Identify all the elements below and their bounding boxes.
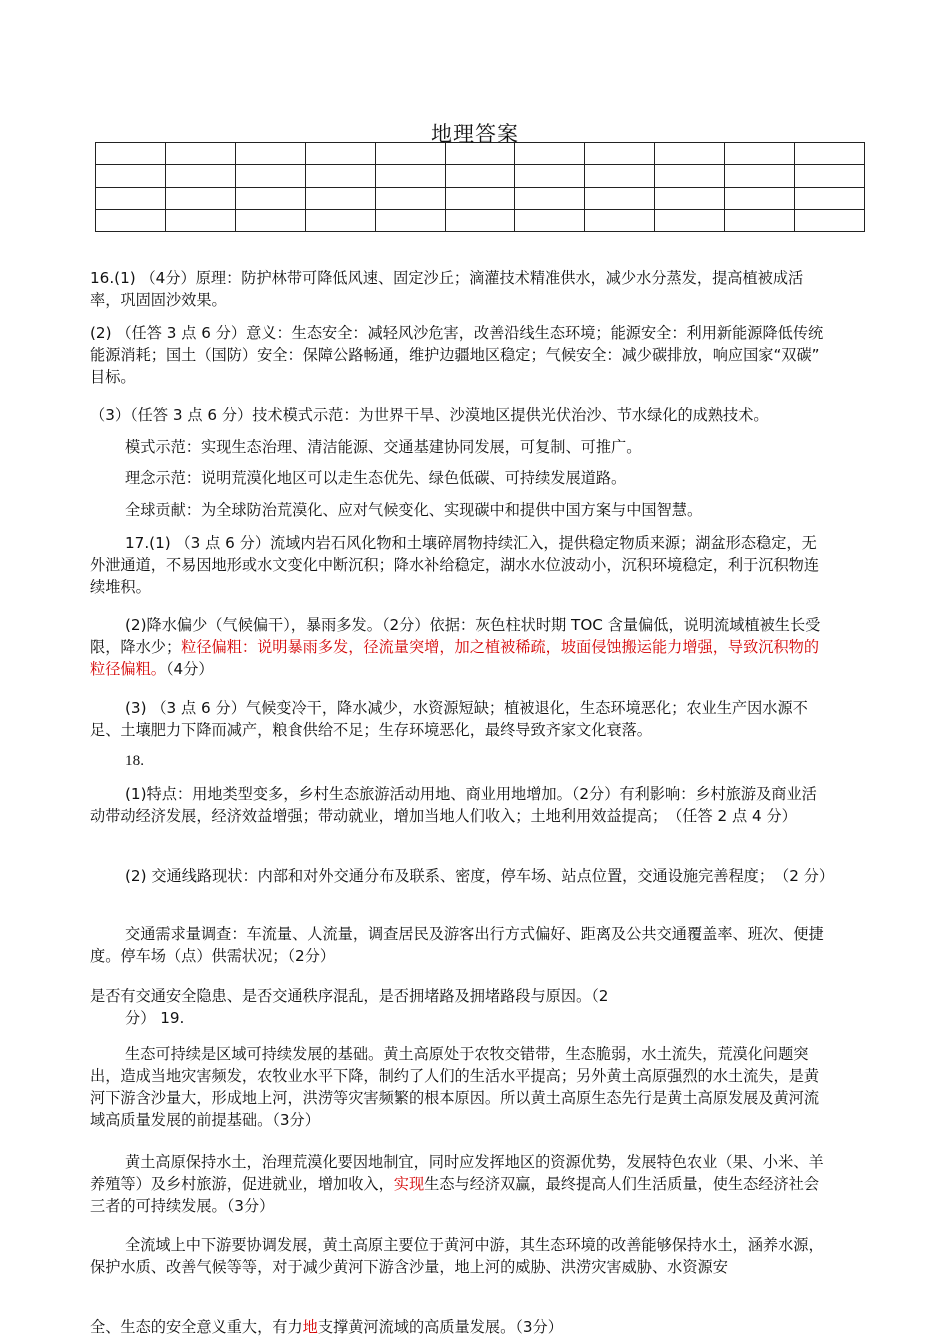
answer-grid-cell	[655, 187, 725, 209]
answer-grid-cell	[375, 143, 445, 165]
answer-grid-cell	[515, 143, 585, 165]
answer-grid-cell	[585, 187, 655, 209]
q19-part2-b: 生态与经济双赢，最终提高人们生活质量，使生态经济社会三者的可持续发展。（3分）	[90, 1175, 819, 1215]
answer-grid-cell	[445, 187, 515, 209]
q16-part1-text: 16.(1) （4分）原理：防护林带可降低风速、固定沙丘；滴灌技术精准供水，减少水分蒸发，提高植被成活率，巩固固沙效果。	[90, 269, 804, 309]
q19-part3	[90, 1234, 830, 1278]
q17-part1	[90, 532, 830, 598]
q19-part4-highlight: 地	[302, 1318, 318, 1336]
answer-grid-cell	[515, 165, 585, 187]
q17-part3-text: (3) （3 点 6 分）气候变冷干，降水减少，水资源短缺；植被退化，生态环境恶化；农业生产因水源不足、土壤肥力下降而减产，粮食供给不足；生存环境恶化，最终导致齐家文化衰落。	[90, 699, 808, 739]
q18-demand	[90, 923, 830, 967]
answer-grid-cell	[235, 143, 305, 165]
answer-grid-cell	[165, 143, 235, 165]
q17-part3	[90, 697, 830, 741]
q16-concept-text: 理念示范：说明荒漠化地区可以走生态优先、绿色低碳、可持续发展道路。	[125, 469, 627, 487]
answer-grid-cell	[96, 209, 166, 231]
q16-part2-text: (2) （任答 3 点 6 分）意义：生态安全：减轻风沙危害，改善沿线生态环境；能源安全：利用新能源降低传统能源消耗；国土（国防）安全：保障公路畅通，维护边疆地区稳定；气候安全：减少碳排放，响应国家“双碳” 目标。	[90, 324, 824, 386]
answer-grid-cell	[305, 143, 375, 165]
q19-part1-text: 生态可持续是区域可持续发展的基础。黄土高原处于农牧交错带，生态脆弱，水土流失，荒漠化问题突出，造成当地灾害频发，农牧业水平下降，制约了人们的生活水平提高；另外黄土高原强烈的水土流失，是黄河下游含沙量大，形成地上河，洪涝等灾害频繁的根本原因。所以黄土高原生态先行是黄土高原发展及黄河流域高质量发展的前提基础。（3分）	[90, 1045, 819, 1129]
q19-part4-text	[90, 1316, 830, 1338]
answer-grid-cell	[305, 187, 375, 209]
answer-grid-cell	[235, 187, 305, 209]
answer-grid-cell	[655, 165, 725, 187]
answer-grid-cell	[96, 165, 166, 187]
answer-grid-cell	[515, 187, 585, 209]
answer-grid-row	[96, 187, 865, 209]
answer-grid-cell	[375, 187, 445, 209]
q16-part3	[90, 404, 830, 426]
answer-grid-cell	[795, 209, 865, 231]
answer-grid-cell	[235, 165, 305, 187]
answer-grid-cell	[725, 209, 795, 231]
q18-number	[90, 750, 830, 772]
q19-part4	[90, 1316, 830, 1338]
answer-grid-cell	[585, 209, 655, 231]
answer-grid	[95, 142, 865, 232]
q18-part1	[90, 783, 830, 827]
q19-part4-a: 全、生态的安全意义重大，有力	[90, 1318, 303, 1336]
q16-part1	[90, 267, 830, 311]
q17-part2-basis: (2)降水偏少（气候偏干），暴雨多发。（2分）依据：灰色柱状时期 TOC 含量偏低，说明流域植被生长受限，降水少；	[90, 616, 821, 656]
q16-part2	[90, 322, 830, 388]
page-title: 地理答案	[431, 122, 519, 146]
q18-safety-text: 是否有交通安全隐患、是否交通秩序混乱，是否拥堵路及拥堵路段与原因。（2	[90, 987, 609, 1005]
answer-grid-cell	[235, 209, 305, 231]
answer-grid-cell	[795, 165, 865, 187]
q16-part3-text: （3）（任答 3 点 6 分）技术模式示范：为世界干旱、沙漠地区提供光伏治沙、节水绿化的成熟技术。	[90, 406, 769, 424]
q19-part2	[90, 1151, 830, 1217]
answer-grid-cell	[375, 209, 445, 231]
answer-grid-cell	[305, 165, 375, 187]
answer-grid-cell	[725, 187, 795, 209]
q19-part2-highlight: 实现	[393, 1175, 425, 1193]
q18-safety-score: 分） 19.	[125, 1009, 185, 1027]
answer-grid-cell	[305, 209, 375, 231]
answer-grid-cell	[165, 165, 235, 187]
answer-grid-cell	[96, 187, 166, 209]
q17-part1-text: 17.(1) （3 点 6 分）流域内岩石风化物和土壤碎屑物持续汇入，提供稳定物质来源；湖盆形态稳定，无外泄通道，不易因地形或水文变化中断沉积；降水补给稳定，湖水水位波动小，沉积环境稳定，利于沉积物连续堆积。	[90, 534, 819, 596]
q16-global-text: 全球贡献：为全球防治荒漠化、应对气候变化、实现碳中和提供中国方案与中国智慧。	[125, 501, 703, 519]
answer-grid-row	[96, 209, 865, 231]
answer-grid-cell	[725, 143, 795, 165]
q16-global	[90, 499, 830, 521]
q17-part2-text	[90, 614, 830, 680]
q18-number-text: 18.	[125, 752, 144, 769]
answer-grid-cell	[96, 143, 166, 165]
q19-part1	[90, 1043, 830, 1131]
q18-demand-text: 交通需求量调查：车流量、人流量，调查居民及游客出行方式偏好、距离及公共交通覆盖率、班次、便捷度。停车场（点）供需状况；（2分）	[90, 925, 824, 965]
q17-part2-score: （4分）	[165, 660, 214, 678]
q16-concept	[90, 467, 830, 489]
answer-grid-cell	[585, 165, 655, 187]
answer-grid-cell	[795, 143, 865, 165]
answer-grid-cell	[445, 209, 515, 231]
q16-model-text: 模式示范：实现生态治理、清洁能源、交通基建协同发展，可复制、可推广。	[125, 438, 642, 456]
q18-safety	[90, 985, 830, 1029]
q19-part2-text	[90, 1151, 830, 1217]
answer-grid-cell	[515, 209, 585, 231]
answer-grid-cell	[165, 187, 235, 209]
answer-grid-cell	[655, 143, 725, 165]
answer-grid-cell	[725, 165, 795, 187]
q17-part2	[90, 614, 830, 680]
q18-part2-text: (2) 交通线路现状：内部和对外交通分布及联系、密度，停车场、站点位置，交通设施完善程度； （2 分）	[125, 867, 835, 885]
answer-grid-row	[96, 165, 865, 187]
answer-grid-cell	[375, 165, 445, 187]
q19-part2-a: 黄土高原保持水土，治理荒漠化要因地制宜，同时应发挥地区的资源优势，发展特色农业（果、小米、羊养殖等）及乡村旅游，促进就业，增加收入，	[90, 1153, 824, 1193]
q18-part2	[90, 865, 835, 887]
q18-part1-text: (1)特点：用地类型变多，乡村生态旅游活动用地、商业用地增加。（2分）有利影响：乡村旅游及商业活动带动经济发展，经济效益增强；带动就业，增加当地人们收入；土地利用效益提高； （任答 2 点 4 分）	[90, 785, 817, 825]
answer-grid-cell	[795, 187, 865, 209]
q19-part3-text: 全流域上中下游要协调发展，黄土高原主要位于黄河中游，其生态环境的改善能够保持水土，涵养水源，保护水质、改善气候等等，对于减少黄河下游含沙量，地上河的威胁、洪涝灾害威胁、水资源安	[90, 1236, 824, 1276]
answer-grid-cell	[585, 143, 655, 165]
answer-grid-cell	[655, 209, 725, 231]
answer-grid-row	[96, 143, 865, 165]
answer-grid-cell	[445, 143, 515, 165]
q19-part4-b: 支撑黄河流域的高质量发展。（3分）	[317, 1318, 563, 1336]
answer-grid-cell	[165, 209, 235, 231]
answer-grid-cell	[445, 165, 515, 187]
q16-model	[90, 436, 830, 458]
q17-part2-highlight: 粒径偏粗：说明暴雨多发，径流量突增，加之植被稀疏，坡面侵蚀搬运能力增强，导致沉积物的粒径偏粗。	[90, 638, 819, 678]
